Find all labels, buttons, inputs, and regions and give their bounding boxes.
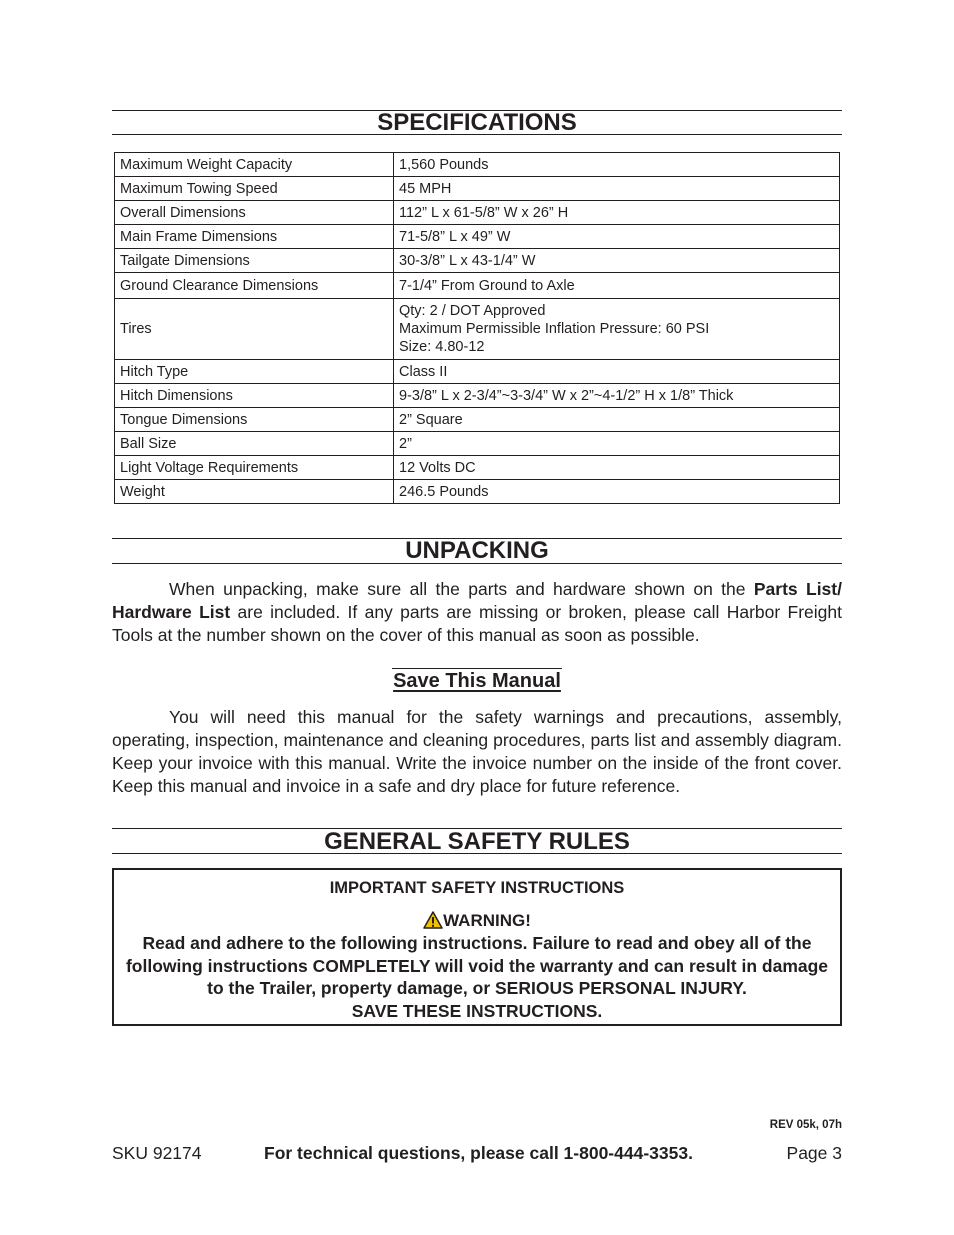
spec-value-line: 12 Volts DC <box>399 459 476 476</box>
spec-label: Ball Size <box>115 432 394 456</box>
spec-value-line: 1,560 Pounds <box>399 156 489 173</box>
spec-value <box>394 249 840 273</box>
unpacking-heading: UNPACKING <box>112 538 842 564</box>
spec-value-line: Size: 4.80-12 <box>399 339 485 355</box>
general-safety-heading: GENERAL SAFETY RULES <box>112 828 842 854</box>
revision-label: REV 05k, 07h <box>769 1119 842 1131</box>
important-safety-title: IMPORTANT SAFETY INSTRUCTIONS <box>329 879 625 897</box>
save-instructions: SAVE THESE INSTRUCTIONS. <box>351 1000 603 1021</box>
spec-value <box>394 225 840 249</box>
specifications-table <box>114 152 840 504</box>
spec-value <box>394 299 840 360</box>
spec-label: Hitch Type <box>115 360 394 384</box>
spec-value <box>394 360 840 384</box>
spec-value <box>394 177 840 201</box>
spec-row <box>115 273 840 299</box>
unpacking-text-1: When unpacking, make sure all the parts and hardware shown on the <box>169 579 754 599</box>
spec-value-line: 71-5/8” L x 49” W <box>399 228 511 245</box>
spec-value <box>394 201 840 225</box>
spec-row <box>115 360 840 384</box>
spec-value-line: 45 MPH <box>399 180 452 197</box>
warning-triangle-icon <box>423 911 443 929</box>
spec-value <box>394 384 840 408</box>
warning-line <box>114 910 840 932</box>
spec-value-line: 7-1/4” From Ground to Axle <box>399 277 575 294</box>
spec-value-line: 9-3/8” L x 2-3/4”~3-3/4” W x 2”~4-1/2” H x 1/8” Thick <box>399 387 734 404</box>
unpacking-text-2: are included. If any parts are missing or broken, please call Harbor Freight Tools at the number shown on the cover of this manual as soon as possible. <box>112 602 842 645</box>
warning-body: Read and adhere to the following instructions. Failure to read and obey all of the following instructions COMPLETELY will void the warranty and can result in damage to the Trailer, property damage, or SERIOUS PERSONAL INJURY. <box>125 933 829 998</box>
save-manual-paragraph: You will need this manual for the safety warnings and precautions, assembly, operating, inspection, maintenance and cleaning procedures, parts list and assembly diagram. Keep your invoice with this manual. Write the invoice number on the inside of the front cover. Keep this manual and invoice in a safe and dry place for future reference. <box>112 707 842 796</box>
spec-label: Weight <box>115 480 394 504</box>
technical-questions: For technical questions, please call 1-800-444-3353. <box>264 1143 693 1163</box>
spec-label: Hitch Dimensions <box>115 384 394 408</box>
spec-value-line: 2” <box>399 435 412 452</box>
sku-number: SKU 92174 <box>112 1143 202 1163</box>
spec-label: Maximum Towing Speed <box>115 177 394 201</box>
spec-row <box>115 249 840 273</box>
spec-row <box>115 480 840 504</box>
spec-value <box>394 153 840 177</box>
spec-row <box>115 432 840 456</box>
unpacking-paragraph <box>112 578 842 647</box>
spec-value-line: 112” L x 61-5/8” W x 26” H <box>399 204 569 221</box>
spec-row <box>115 299 840 360</box>
spec-row <box>115 153 840 177</box>
spec-label: Tires <box>115 299 394 360</box>
spec-value <box>394 480 840 504</box>
parts-list-reference: Parts List/ Hardware List <box>112 579 842 622</box>
save-manual-heading <box>112 668 842 693</box>
spec-label: Overall Dimensions <box>115 201 394 225</box>
spec-value <box>394 432 840 456</box>
spec-value-line: Class II <box>399 363 448 380</box>
spec-value-line: 30-3/8” L x 43-1/4” W <box>399 252 536 269</box>
spec-label: Main Frame Dimensions <box>115 225 394 249</box>
spec-label: Light Voltage Requirements <box>115 456 394 480</box>
spec-label: Ground Clearance Dimensions <box>115 273 394 299</box>
save-manual-title: Save This Manual <box>393 670 561 692</box>
spec-label: Maximum Weight Capacity <box>115 153 394 177</box>
specifications-heading: SPECIFICATIONS <box>112 110 842 135</box>
spec-value-line: Qty: 2 / DOT Approved <box>399 303 546 319</box>
spec-value-line: Maximum Permissible Inflation Pressure: 60 PSI <box>399 321 710 337</box>
spec-value-line: 2” Square <box>399 411 463 428</box>
spec-value-line: 246.5 Pounds <box>399 483 489 500</box>
spec-row <box>115 408 840 432</box>
safety-warning-box <box>112 868 842 1026</box>
spec-label: Tongue Dimensions <box>115 408 394 432</box>
spec-label: Tailgate Dimensions <box>115 249 394 273</box>
warning-label: WARNING! <box>443 911 531 930</box>
spec-value <box>394 408 840 432</box>
spec-row <box>115 384 840 408</box>
spec-value <box>394 456 840 480</box>
spec-row <box>115 177 840 201</box>
spec-row <box>115 456 840 480</box>
spec-value <box>394 273 840 299</box>
page-number: Page 3 <box>786 1143 842 1163</box>
spec-row <box>115 225 840 249</box>
spec-row <box>115 201 840 225</box>
